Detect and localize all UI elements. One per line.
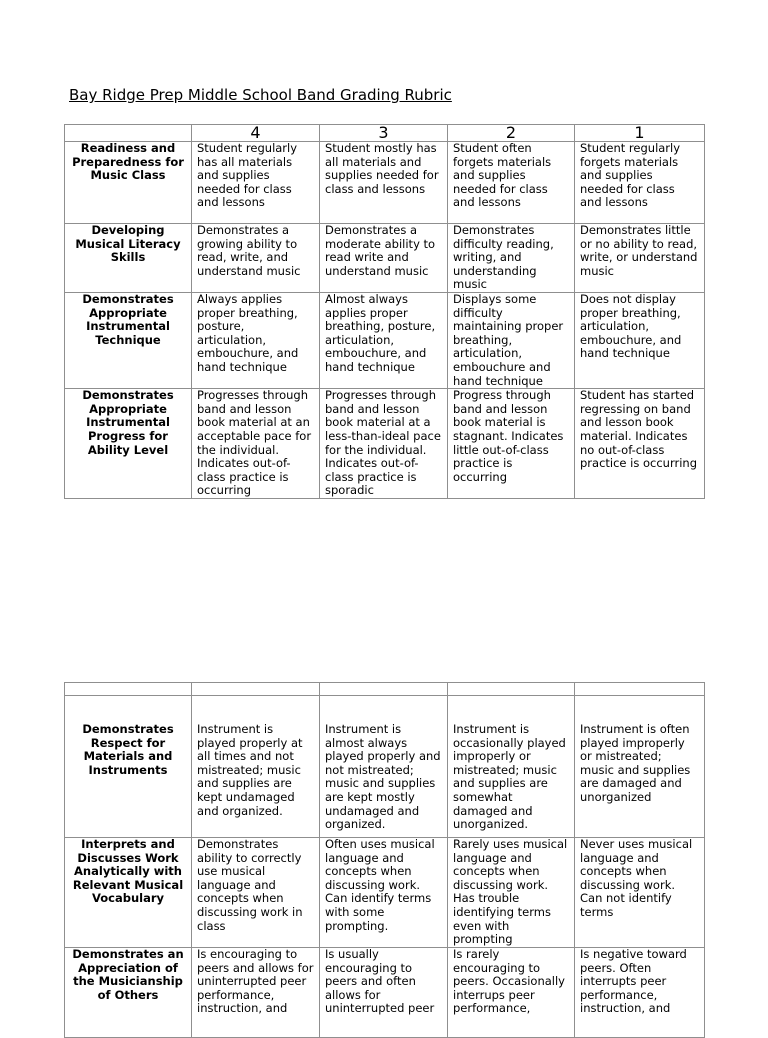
empty-header-row [65,683,705,696]
rubric-cell: Demonstrates a moderate ability to read write and understand music [320,224,448,293]
score-header-4: 4 [192,125,320,142]
rubric-cell: Instrument is almost always played properly and not mistreated; music and supplies are kept mostly undamaged and organized. [320,696,448,838]
table-row [65,224,705,293]
rubric-cell: Does not display proper breathing, articulation, embouchure, and hand technique [575,292,705,388]
rubric-cell: Student often forgets materials and supplies needed for class and lessons [448,142,575,224]
rubric-cell: Is rarely encouraging to peers. Occasionally interrups peer performance, [448,948,575,1038]
rubric-cell: Student mostly has all materials and supplies needed for class and lessons [320,142,448,224]
criterion-cell: Demonstrates Appropriate Instrumental Technique [65,292,192,388]
rubric-table-1 [64,124,705,499]
table-row [65,292,705,388]
criterion-header-cell [65,125,192,142]
rubric-cell: Always applies proper breathing, posture, articulation, embouchure, and hand technique [192,292,320,388]
rubric-cell: Almost always applies proper breathing, posture, articulation, embouchure, and hand technique [320,292,448,388]
rubric-cell: Is negative toward peers. Often interrupts peer performance, instruction, and [575,948,705,1038]
score-header-row [65,125,705,142]
score-header-3: 3 [320,125,448,142]
criterion-cell: Readiness and Preparedness for Music Class [65,142,192,224]
empty-header-cell [320,683,448,696]
empty-header-cell [65,683,192,696]
criterion-cell: Developing Musical Literacy Skills [65,224,192,293]
criterion-cell: Demonstrates Appropriate Instrumental Progress for Ability Level [65,389,192,499]
rubric-cell: Demonstrates a growing ability to read, write, and understand music [192,224,320,293]
rubric-cell: Instrument is occasionally played improperly or mistreated; music and supplies are somewhat damaged and unorganized. [448,696,575,838]
rubric-cell: Student regularly forgets materials and supplies needed for class and lessons [575,142,705,224]
rubric-cell: Progress through band and lesson book material is stagnant. Indicates little out-of-class practice is occurring [448,389,575,499]
rubric-cell: Student has started regressing on band and lesson book material. Indicates no out-of-class practice is occurring [575,389,705,499]
rubric-cell: Instrument is played properly at all times and not mistreated; music and supplies are kept undamaged and organized. [192,696,320,838]
rubric-cell: Progresses through band and lesson book material at a less-than-ideal pace for the individual. Indicates out-of-class practice is sporadic [320,389,448,499]
rubric-cell: Demonstrates little or no ability to read, write, or understand music [575,224,705,293]
criterion-cell: Demonstrates an Appreciation of the Musicianship of Others [65,948,192,1038]
rubric-cell: Rarely uses musical language and concepts when discussing work. Has trouble identifying terms even with prompting [448,838,575,948]
empty-header-cell [448,683,575,696]
score-header-2: 2 [448,125,575,142]
table-row [65,948,705,1038]
rubric-cell: Instrument is often played improperly or mistreated; music and supplies are damaged and unorganized [575,696,705,838]
rubric-cell: Student regularly has all materials and supplies needed for class and lessons [192,142,320,224]
document-title: Bay Ridge Prep Middle School Band Grading Rubric [69,86,452,104]
rubric-cell: Displays some difficulty maintaining proper breathing, articulation, embouchure and hand technique [448,292,575,388]
empty-header-cell [575,683,705,696]
table-row [65,142,705,224]
empty-header-cell [192,683,320,696]
criterion-cell: Demonstrates Respect for Materials and Instruments [65,696,192,838]
rubric-table-2 [64,682,705,1038]
rubric-cell: Is encouraging to peers and allows for uninterrupted peer performance, instruction, and [192,948,320,1038]
rubric-cell: Progresses through band and lesson book material at an acceptable pace for the individual. Indicates out-of-class practice is occurring [192,389,320,499]
criterion-cell: Interprets and Discusses Work Analytically with Relevant Musical Vocabulary [65,838,192,948]
table-row [65,838,705,948]
rubric-cell: Often uses musical language and concepts when discussing work. Can identify terms with some prompting. [320,838,448,948]
table-row [65,389,705,499]
rubric-cell: Demonstrates ability to correctly use musical language and concepts when discussing work in class [192,838,320,948]
rubric-cell: Is usually encouraging to peers and often allows for uninterrupted peer [320,948,448,1038]
score-header-1: 1 [575,125,705,142]
rubric-cell: Never uses musical language and concepts when discussing work. Can not identify terms [575,838,705,948]
table-row [65,696,705,838]
rubric-cell: Demonstrates difficulty reading, writing, and understanding music [448,224,575,293]
